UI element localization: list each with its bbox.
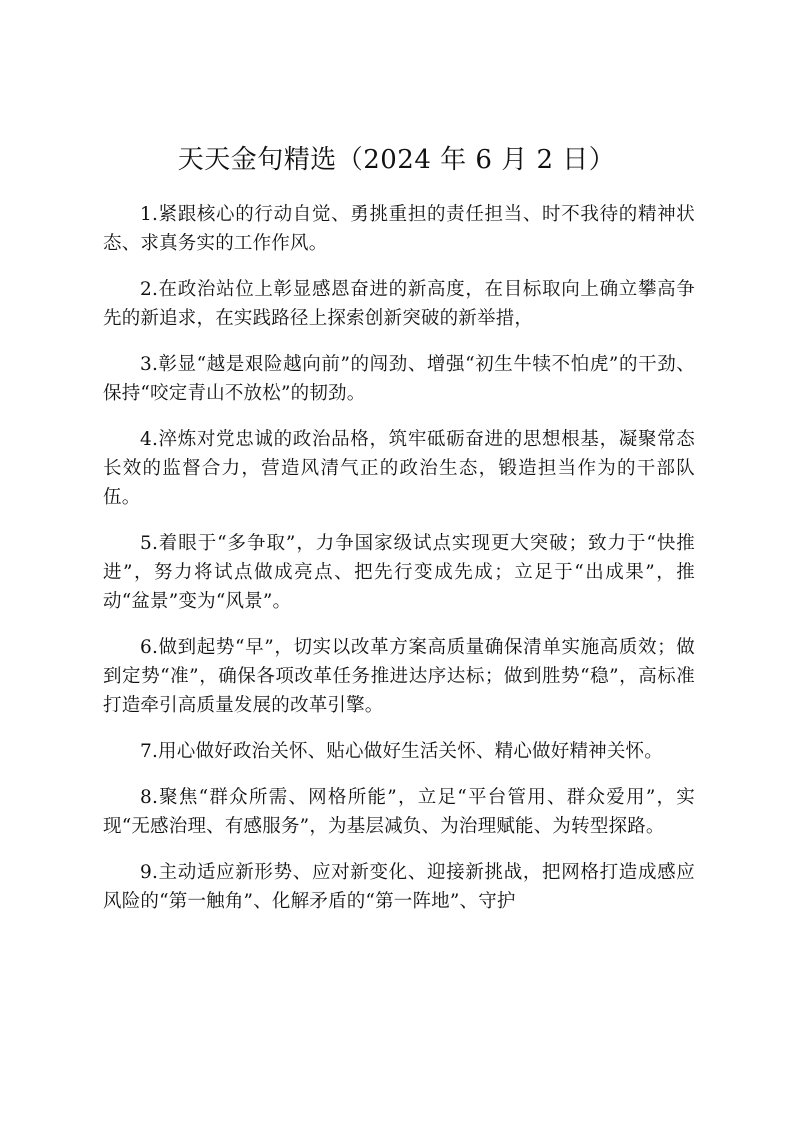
paragraph-5: 5.着眼于“多争取”，力争国家级试点实现更大突破；致力于“快推进”，努力将试点做成亮点、把先行变成先成；立足于“出成果”，推动“盆景”变为“风景”。 — [103, 533, 695, 612]
paragraph-3: 3.彰显“越是艰险越向前”的闯劲、增强“初生牛犊不怕虎”的干劲、保持“咬定青山不放松”的韧劲。 — [103, 354, 695, 404]
paragraph-1: 1.紧跟核心的行动自觉、勇挑重担的责任担当、时不我待的精神状态、求真务实的工作作风。 — [103, 204, 695, 254]
paragraph-7: 7.用心做好政治关怀、贴心做好生活关怀、精心做好精神关怀。 — [140, 741, 663, 762]
paragraph-4: 4.淬炼对党忠诚的政治品格，筑牢砥砺奋进的思想根基，凝聚常态长效的监督合力，营造风清气正的政治生态，锻造担当作为的干部队伍。 — [103, 429, 695, 508]
document-body — [103, 200, 695, 933]
paragraph-2: 2.在政治站位上彰显感恩奋进的新高度，在目标取向上确立攀高争先的新追求，在实践路径上探索创新突破的新举措， — [103, 279, 695, 329]
paragraph-8: 8.聚焦“群众所需、网格所能”，立足“平台管用、群众爱用”，实现“无感治理、有感服务”，为基层减负、为治理赋能、为转型探路。 — [103, 787, 695, 837]
paragraph-6: 6.做到起势“早”，切实以改革方案高质量确保清单实施高质效；做到定势“准”，确保各项改革任务推进达序达标；做到胜势“稳”，高标准打造牵引高质量发展的改革引擎。 — [103, 637, 695, 716]
document-title: 天天金句精选（2024 年 6 月 2 日） — [177, 145, 616, 175]
paragraph-9: 9.主动适应新形势、应对新变化、迎接新挑战，把网格打造成感应风险的“第一触角”、化解矛盾的“第一阵地”、守护 — [103, 862, 695, 912]
